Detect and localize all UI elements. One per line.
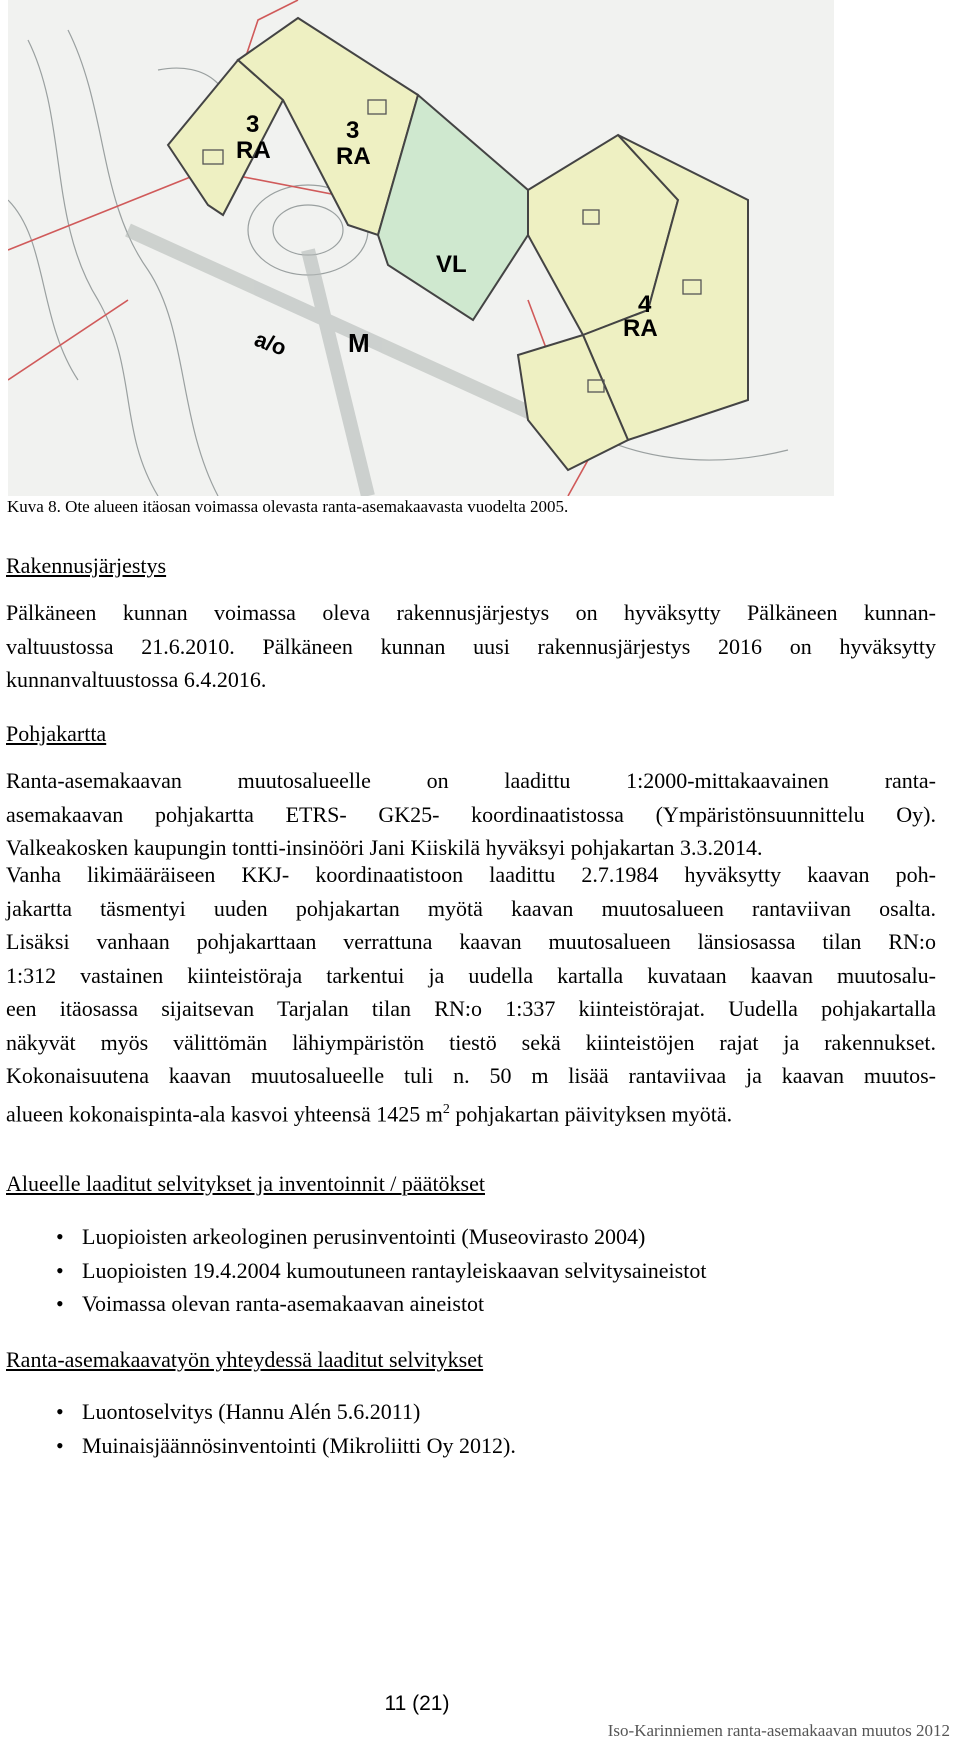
list-item: • Luopioisten arkeologinen perusinventointi (Museovirasto 2004) <box>82 1220 706 1254</box>
text-line: asemakaavan pohjakartta ETRS- GK25- koordinaatistossa (Ympäristönsuunnittelu Oy). <box>6 801 936 827</box>
heading-rakennusjarjestys: Rakennusjärjestys <box>6 553 167 578</box>
list-item: • Luopioisten 19.4.2004 kumoutuneen rantayleiskaavan selvitysaineistot <box>82 1254 706 1288</box>
bullet-list-laaditut <box>82 1395 516 1462</box>
text-segment: pohjakartan päivityksen myötä. <box>449 1100 733 1126</box>
text-line: valtuustossa 21.6.2010. Pälkäneen kunnan uusi rakennusjärjestys 2016 on hyväksytty <box>6 633 936 659</box>
figure-caption: Kuva 8. Ote alueen itäosan voimassa olevasta ranta-asemakaavasta vuodelta 2005. <box>7 497 569 516</box>
page-footer: Iso-Karinniemen ranta-asemakaavan muutos 2012 <box>607 1721 950 1740</box>
bullet-list-selvitykset <box>82 1220 706 1321</box>
map-label-ao: a/o <box>251 326 290 361</box>
text-line: 1:312 vastainen kiinteistöraja tarkentui ja uudella kartalla kuvataan kaavan muutosalu- <box>6 962 936 988</box>
heading-laaditut-selvitykset: Ranta-asemakaavatyön yhteydessä laaditut selvitykset <box>6 1347 484 1372</box>
heading-pohjakartta: Pohjakartta <box>6 721 107 746</box>
map-label-ra-a-code: RA <box>236 137 271 164</box>
text-line: kunnanvaltuustossa 6.4.2016. <box>6 667 267 692</box>
text-line: Kokonaisuutena kaavan muutosalueelle tuli n. 50 m lisää rantaviivaa ja kaavan muutos- <box>6 1063 936 1088</box>
text-line-last <box>6 1093 936 1131</box>
plan-map-image <box>8 0 834 496</box>
list-item: • Voimassa olevan ranta-asemakaavan aineistot <box>82 1287 706 1321</box>
text-line: Vanha likimääräiseen KKJ- koordinaatistoon laadittu 2.7.1984 hyväksytty kaavan poh- <box>6 862 936 887</box>
paragraph-pohjakartta-2 <box>6 858 936 1130</box>
map-label-ra-b-num: 3 <box>346 117 360 144</box>
text-line: Lisäksi vanhaan pohjakarttaan verrattuna kaavan muutosalueen länsiosassa tilan RN:o <box>6 929 936 954</box>
text-line: Pälkäneen kunnan voimassa oleva rakennusjärjestys on hyväksytty Pälkäneen kunnan- <box>6 600 936 625</box>
text-segment: alueen kokonaispinta-ala kasvoi yhteensä 1425 m <box>6 1100 443 1126</box>
text-line: een itäosassa sijaitsevan Tarjalan tilan RN:o 1:337 kiinteistörajat. Uudella pohjakartalla <box>6 996 936 1021</box>
text-line: jakartta täsmentyi uuden pohjakartan myötä kaavan muutosalueen rantaviivan osalta. <box>6 895 936 921</box>
paragraph-pohjakartta-1 <box>6 764 936 865</box>
page-number: 11 (21) <box>384 1692 450 1715</box>
map-label-ra-c-num: 4 <box>638 291 652 318</box>
superscript-2: 2 <box>442 1101 450 1117</box>
map-label-vl: VL <box>436 251 467 278</box>
map-label-m: M <box>348 328 370 358</box>
text-line: näkyvät myös välittömän lähiympäristön tiestö sekä kiinteistöjen rajat ja rakennukset. <box>6 1029 936 1055</box>
list-item: • Luontoselvitys (Hannu Alén 5.6.2011) <box>82 1395 516 1429</box>
paragraph-rakennusjarjestys <box>6 596 936 697</box>
heading-selvitykset-inventoinnit: Alueelle laaditut selvitykset ja inventoinnit / päätökset <box>6 1171 485 1196</box>
list-item: • Muinaisjäännösinventointi (Mikroliitti Oy 2012). <box>82 1429 516 1463</box>
map-label-ra-b-code: RA <box>336 143 371 170</box>
text-line: Valkeakosken kaupungin tontti-insinööri Jani Kiiskilä hyväksyi pohjakartan 3.3.2014. <box>6 835 763 860</box>
map-label-ra-c-code: RA <box>623 315 658 342</box>
text-line: Ranta-asemakaavan muutosalueelle on laadittu 1:2000-mittakaavainen ranta- <box>6 768 936 793</box>
map-label-ra-a-num: 3 <box>246 111 260 138</box>
